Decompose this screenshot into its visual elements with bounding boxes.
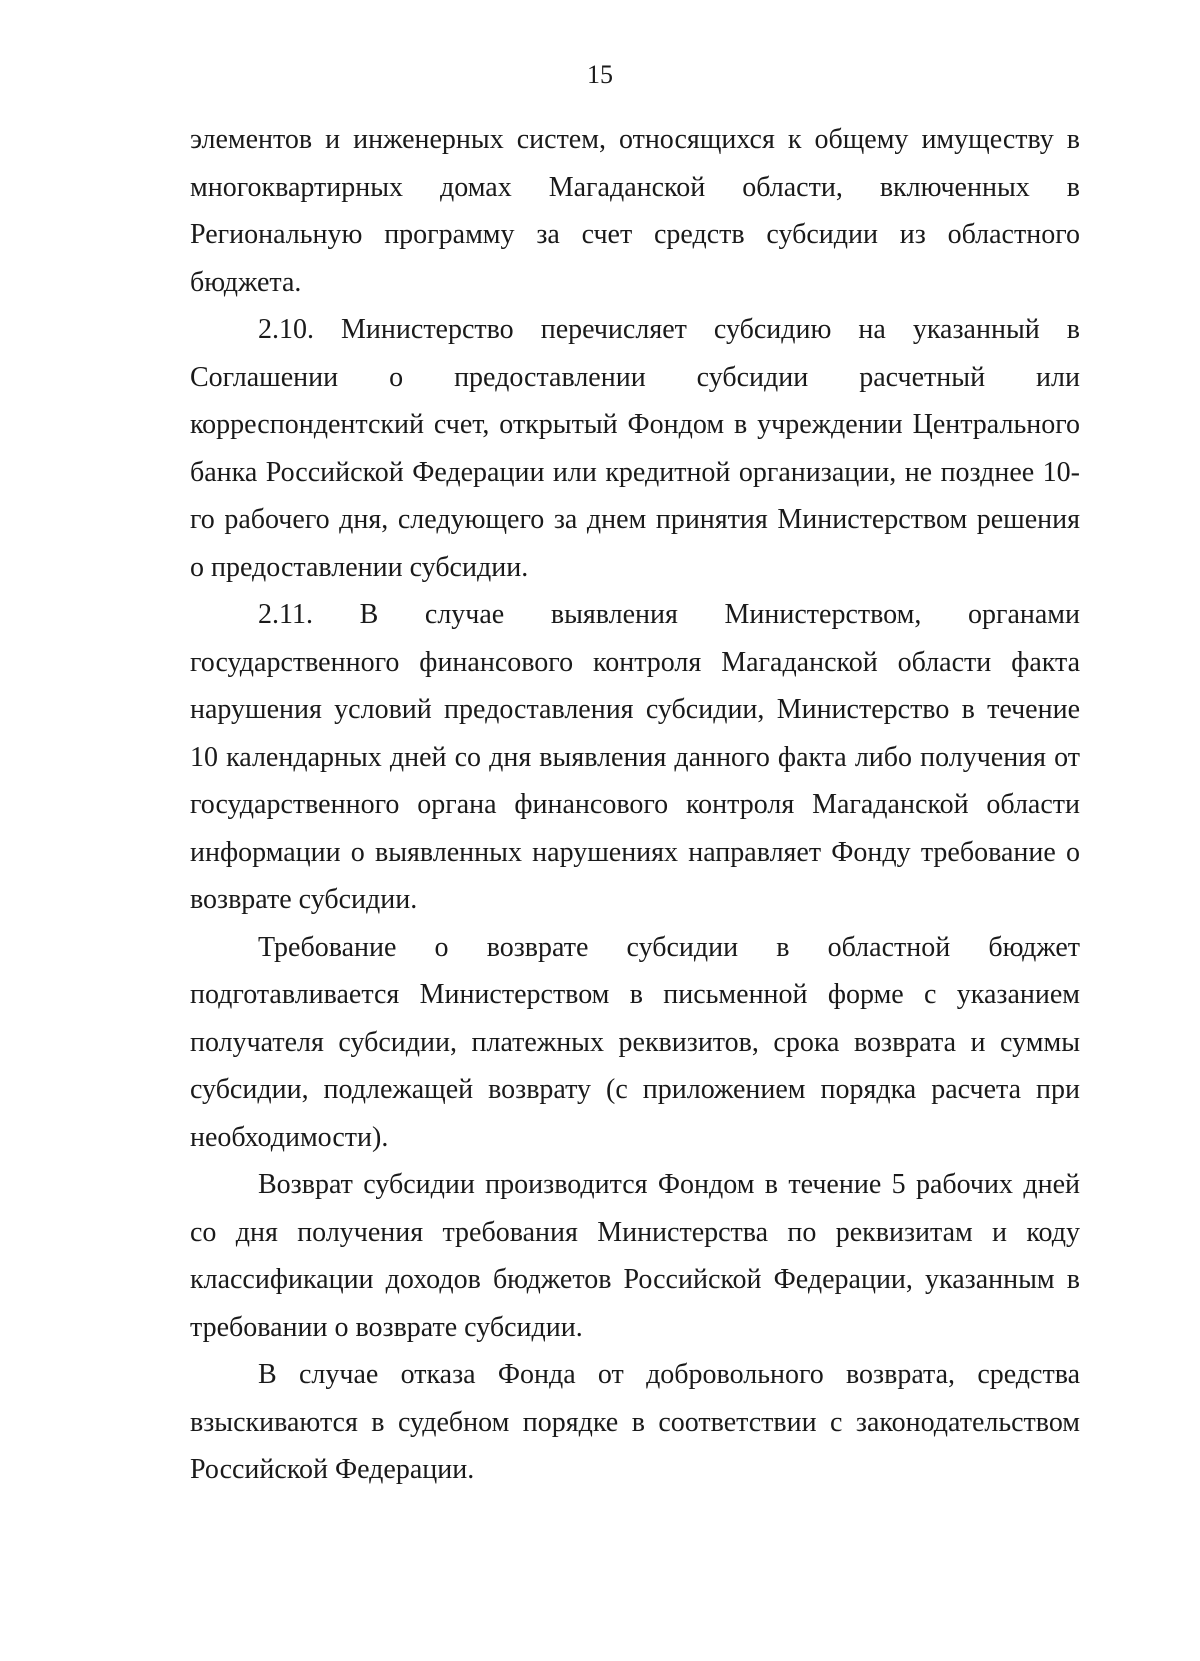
- paragraph-refund-demand: Требование о возврате субсидии в областной бюджет подготавливается Министерством в письменной форме с указанием получателя субсидии, платежных реквизитов, срока возврата и суммы субсидии, подлежащей возврату (с приложением порядка расчета при необходимости).: [190, 931, 1080, 1153]
- paragraph-2-11: 2.11. В случае выявления Министерством, органами государственного финансового контроля Магаданской области факта нарушения условий предоставления субсидии, Министерство в течение 10 календарных дней со дня выявления данного факта либо получения от государственного органа финансового контроля Магаданской области информации о выявленных нарушениях направляет Фонду требование о возврате субсидии.: [190, 599, 1080, 915]
- page-number: 15: [587, 60, 613, 89]
- paragraph-refund-term: Возврат субсидии производится Фондом в течение 5 рабочих дней со дня получения требования Министерства по реквизитам и коду классификации доходов бюджетов Российской Федерации, указанным в требовании о возврате субсидии.: [190, 1169, 1080, 1343]
- document-body: [190, 116, 1080, 1494]
- paragraph-court-recovery: В случае отказа Фонда от добровольного возврата, средства взыскиваются в судебном порядке в соответствии с законодательством Российской Федерации.: [190, 1359, 1080, 1485]
- paragraph-continuation: элементов и инженерных систем, относящихся к общему имуществу в многоквартирных домах Магаданской области, включенных в Региональную программу за счет средств субсидии из областного бюджета.: [190, 124, 1080, 298]
- paragraph-2-10: 2.10. Министерство перечисляет субсидию на указанный в Соглашении о предоставлении субсидии расчетный или корреспондентский счет, открытый Фондом в учреждении Центрального банка Российской Федерации или кредитной организации, не позднее 10-го рабочего дня, следующего за днем принятия Министерством решения о предоставлении субсидии.: [190, 314, 1080, 583]
